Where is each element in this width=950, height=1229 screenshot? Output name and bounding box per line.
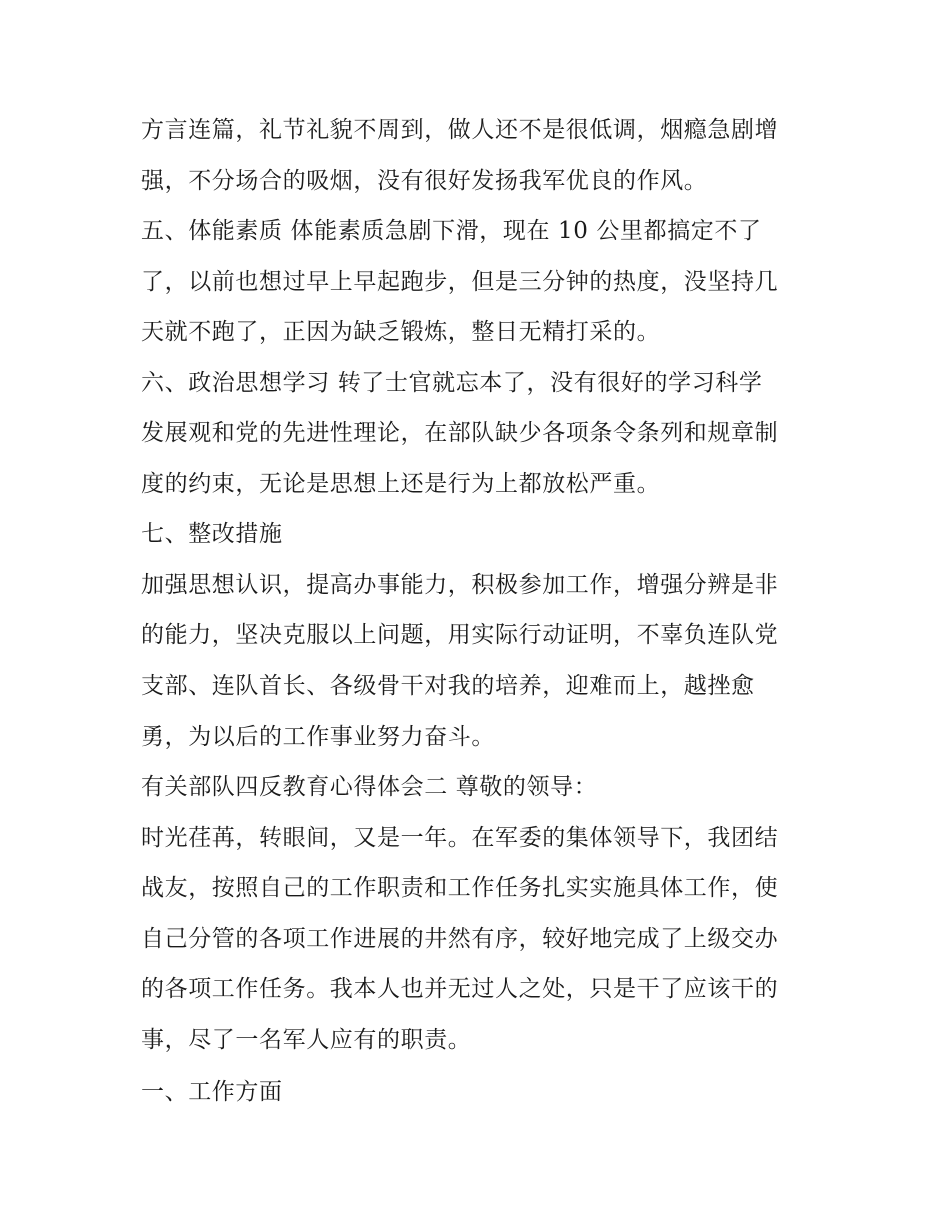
text-line: 勇，为以后的工作事业努力奋斗。 bbox=[141, 724, 495, 750]
section-heading-physical-fitness: 五、体能素质 体能素质急剧下滑，现在 10 公里都搞定不了 bbox=[141, 218, 762, 244]
text-line: 支部、连队首长、各级骨干对我的培养，迎难而上，越挫愈 bbox=[141, 673, 755, 699]
text-line: 加强思想认识，提高办事能力，积极参加工作，增强分辨是非 bbox=[141, 572, 779, 598]
text-line: 时光荏苒，转眼间，又是一年。在军委的集体领导下，我团结 bbox=[141, 825, 779, 851]
text-line: 发展观和党的先进性理论，在部队缺少各项条令条列和规章制 bbox=[141, 420, 779, 446]
text-line: 强，不分场合的吸烟，没有很好发扬我军优良的作风。 bbox=[141, 168, 708, 194]
text-line: 天就不跑了，正因为缺乏锻炼，整日无精打采的。 bbox=[141, 319, 661, 345]
text-line: 度的约束，无论是思想上还是行为上都放松严重。 bbox=[141, 471, 661, 497]
text-line: 方言连篇，礼节礼貌不周到，做人还不是很低调，烟瘾急剧增 bbox=[141, 117, 779, 143]
text-line: 战友，按照自己的工作职责和工作任务扎实实施具体工作，使 bbox=[141, 875, 779, 901]
section-heading-work: 一、工作方面 bbox=[141, 1079, 283, 1105]
article-title-line: 有关部队四反教育心得体会二 尊敬的领导： bbox=[141, 774, 598, 800]
section-heading-corrective-measures: 七、整改措施 bbox=[141, 521, 283, 547]
text-line: 的能力，坚决克服以上问题，用实际行动证明，不辜负连队党 bbox=[141, 622, 779, 648]
text-line: 自己分管的各项工作进展的井然有序，较好地完成了上级交办 bbox=[141, 926, 779, 952]
text-line: 了，以前也想过早上早起跑步，但是三分钟的热度，没坚持几 bbox=[141, 269, 779, 295]
text-line: 事，尽了一名军人应有的职责。 bbox=[141, 1027, 472, 1053]
section-heading-political-study: 六、政治思想学习 转了士官就忘本了，没有很好的学习科学 bbox=[141, 370, 763, 396]
text-line: 的各项工作任务。我本人也并无过人之处，只是干了应该干的 bbox=[141, 976, 779, 1002]
